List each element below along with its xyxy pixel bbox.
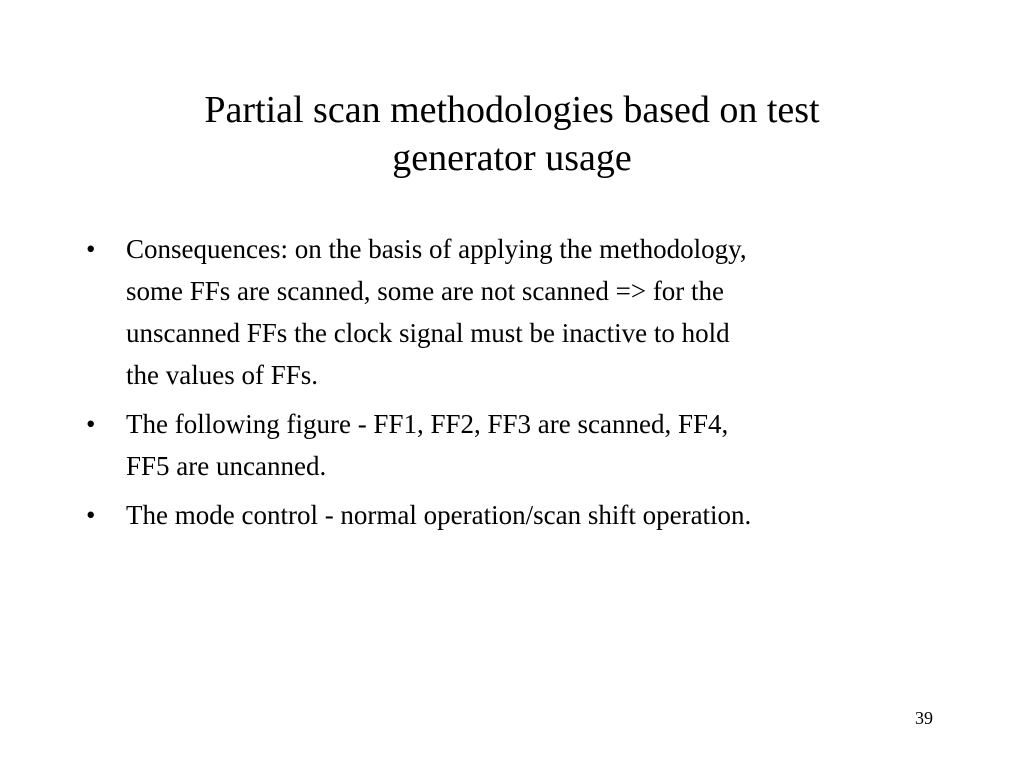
slide-title-line-1: Partial scan methodologies based on test <box>204 89 820 131</box>
bullet-item-following-figure <box>82 403 942 487</box>
bullet-line: the values of FFs. <box>126 360 318 390</box>
bullet-line: The following figure - FF1, FF2, FF3 are scanned, FF4, <box>126 409 729 439</box>
bullet-point-icon: • <box>86 500 96 530</box>
bullet-line: FF5 are uncanned. <box>126 451 327 481</box>
bullet-line: some FFs are scanned, some are not scanned => for the <box>126 276 725 306</box>
bullet-item-consequences <box>82 228 942 396</box>
bullet-line: Consequences: on the basis of applying the methodology, <box>126 234 747 264</box>
slide-title <box>112 86 912 182</box>
page-number: 39 <box>915 708 933 728</box>
bullet-item-mode-control <box>82 494 942 536</box>
slide-title-line-2: generator usage <box>392 137 632 179</box>
bullet-point-icon: • <box>86 409 96 439</box>
bullet-line: unscanned FFs the clock signal must be inactive to hold <box>126 318 730 348</box>
bullet-line: The mode control - normal operation/scan shift operation. <box>126 500 752 530</box>
bullet-point-icon: • <box>86 234 96 264</box>
bullet-list <box>82 228 942 543</box>
